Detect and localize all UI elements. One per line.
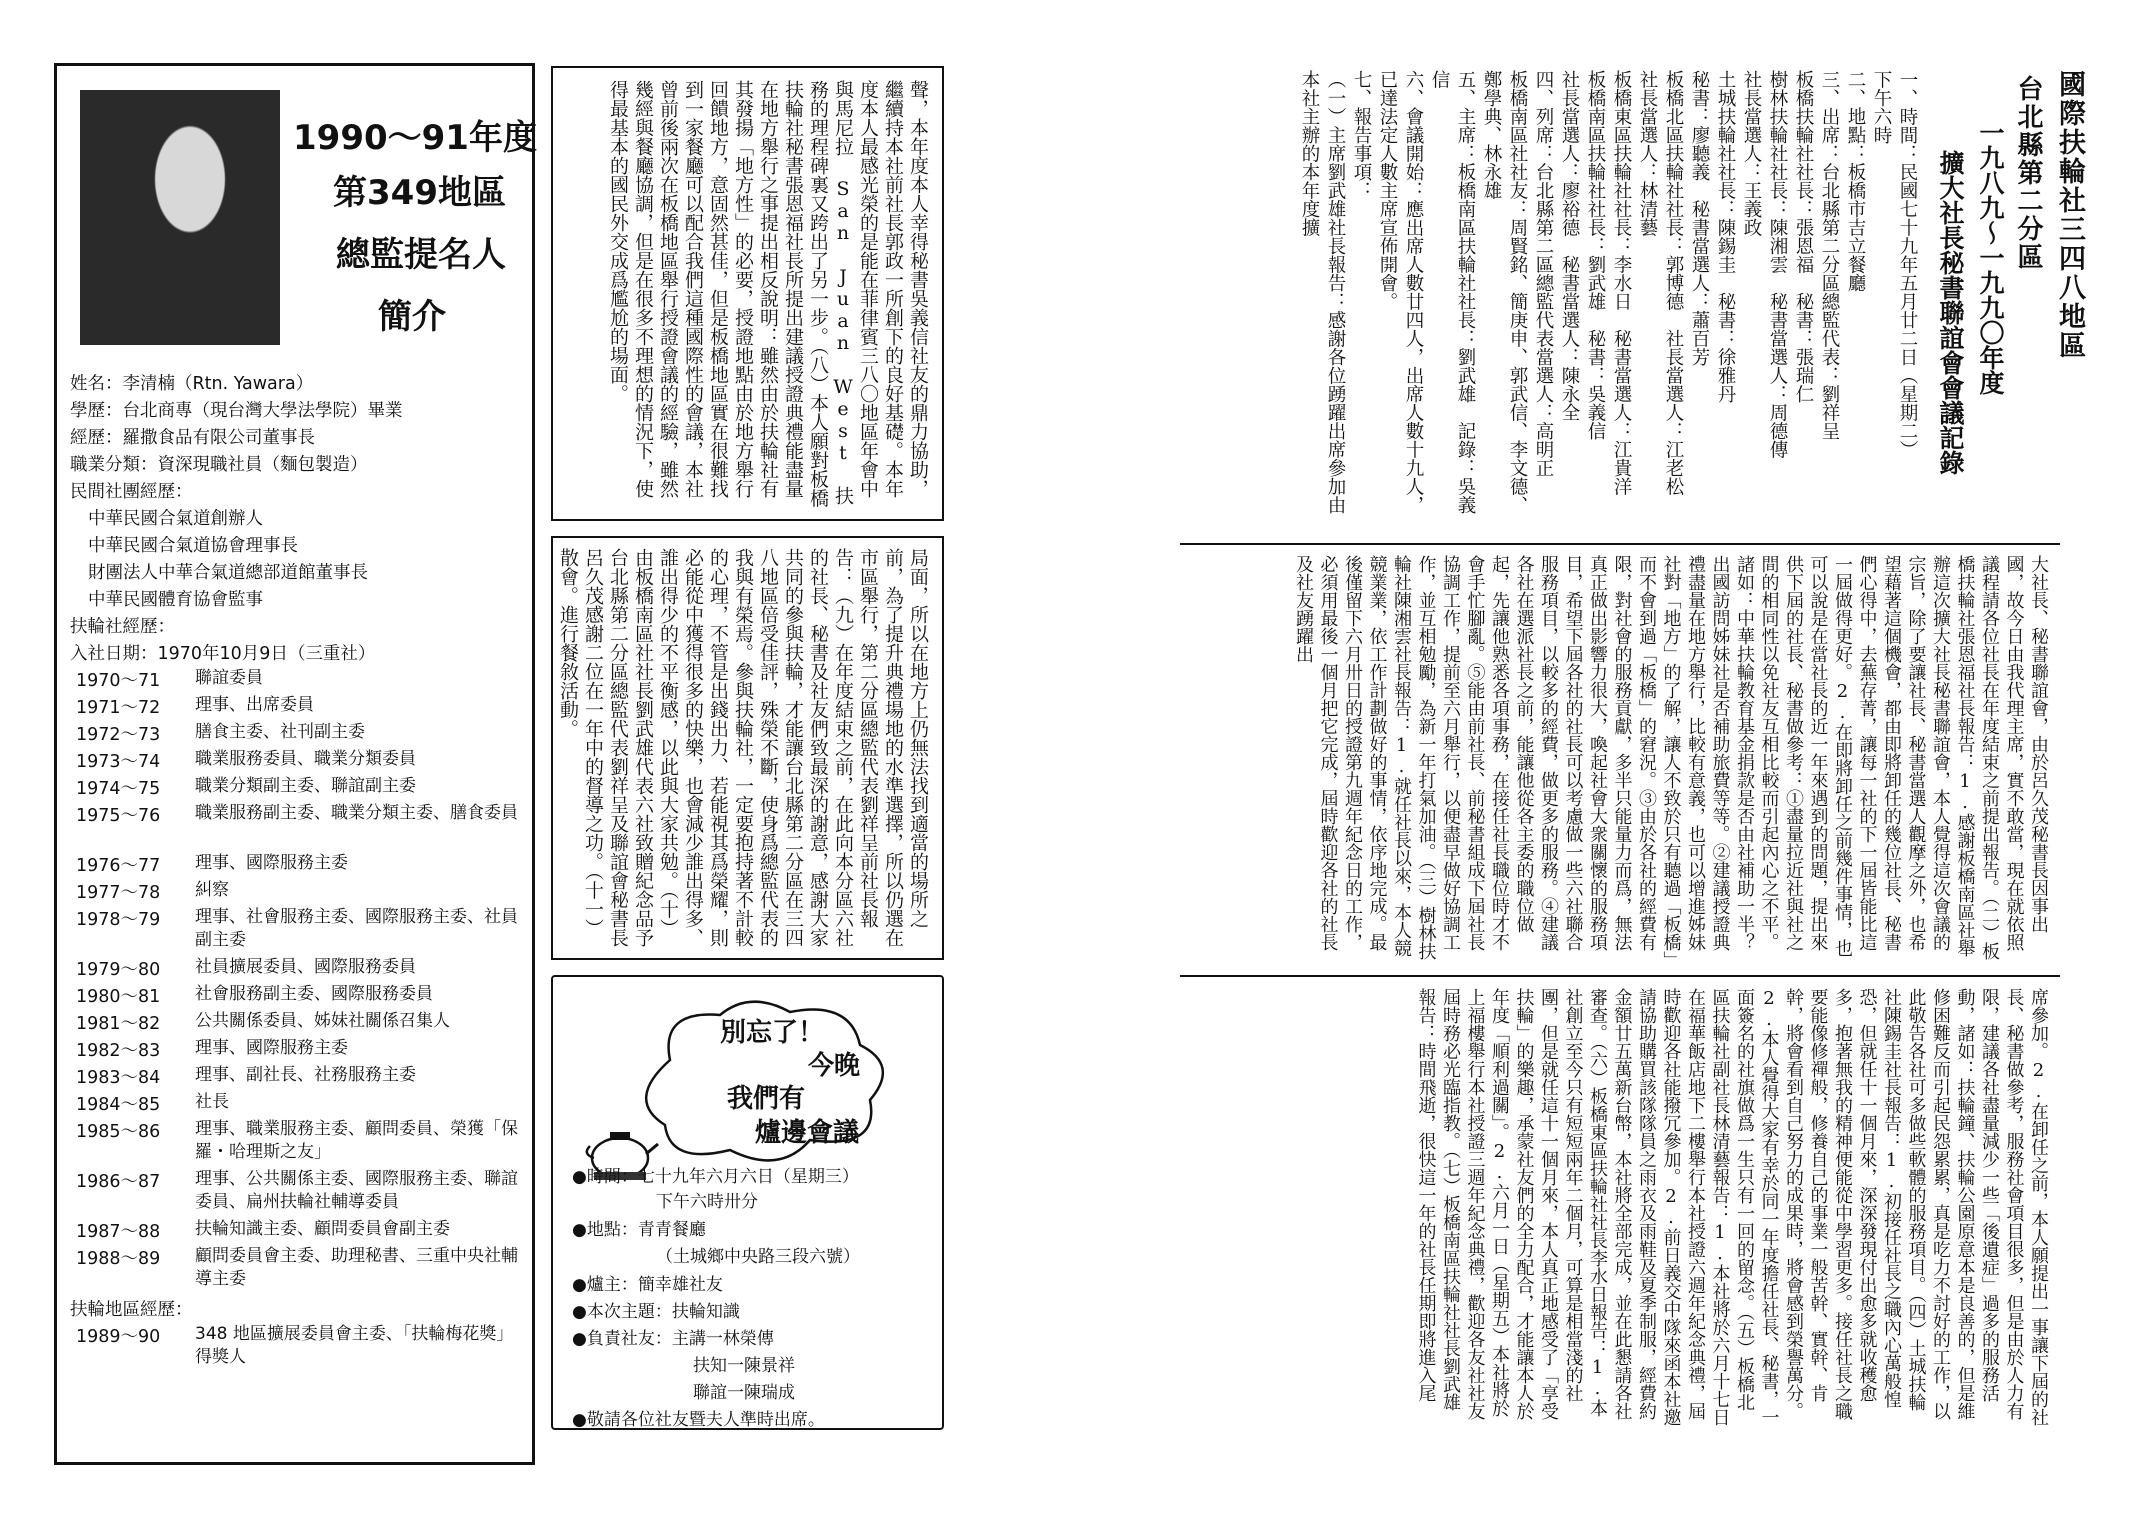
role-desc: 扶輪知識主委、顧問委員會副主委 — [195, 1219, 450, 1239]
role-year: 1970〜71 — [76, 671, 161, 691]
text-column: 大社長、秘書聯誼會，由於呂久茂秘書長因事出國，故今日由我代理主席，實不敢當，現在就依照議程請各位社長在年度結束之前提出報告。（二）板橋扶輪社張恩福社長報告：1.感謝板橋南區社舉辦這次擴大社長秘書聯誼會，本人覺得這次會議的宗旨，除了要讓社長、秘書當選人觀摩之外，也希望藉著這個機會，都由即將卸任的幾位社長、秘書們心得中，去蕪存菁，讓每一社的下一屆皆能比這一屆做得更好。2.在即將卸任之前幾件事情，也可以說是在當社長的近一年來遇到的問題，提出來供下屆的社長、秘書做參考：①盡量拉近社與社之間的相同性以免社友互相比較而引起內心之不平。諸如：中華扶輪教育基金捐款是否由社補助一半？出國訪問姊妹社是否補助旅費等等。②建議授證典禮盡量在地方舉行，比較有意義，也可以增進姊妹社對「地方」的了解，讓人不致於只有聽過「板橋」而不會到過「板橋」的窘況。③由於各社的經費有限，對社會的服務貢獻，多半只能量力而爲，無法真正做出影響力很大，喚起社會大衆關懷的服務項目，希望下屆各社的社長可以考慮做一些六社聯合服務項目，以較多的經費，做更多的服務。④建議各社在選派社長之前，能讓他從各主委的職位做起，先讓他熟悉各項事務，在接任社長職位時才不會手忙腳亂。⑤能由前社長、前秘書組成下屆社長協調工作，提前至六月舉行，以便盡早做好協調工作，並互相勉勵，為新一年打氣加油。 — [1415, 555, 2049, 960]
record-item: 板橋東區扶輪社社長：李水日 秘書當選人：江貴洋 — [1611, 70, 1632, 496]
role-desc: 公共關係委員、姊妹社關係召集人 — [195, 1011, 450, 1031]
reminder-item: 下午六時卅分 — [656, 1192, 758, 1212]
text-column: 八〇地區年會中與馬尼拉 San Juan West 扶 — [832, 80, 879, 505]
reminder-item: 扶知一陳景祥 — [693, 1356, 795, 1376]
reminder-item: ●地點：青青餐廳 — [572, 1220, 706, 1240]
record-item: （一）主席劉武雄社長報告：感謝各位踴躍出席參加由本社主辦的本年度擴 — [1299, 70, 1346, 514]
role-year: 1972〜73 — [76, 725, 161, 745]
role-desc: 理事、副社長、社務服務主委 — [195, 1065, 416, 1085]
profile-civic-item: 財團法人中華合氣道總部道館董事長 — [88, 563, 368, 583]
profile-career: 經歷：羅撒食品有限公司董事長 — [70, 428, 315, 448]
role-desc: 社會服務副主委、國際服務委員 — [195, 984, 433, 1004]
text-column: （八）本人願對板橋扶輪社秘書張恩福社長所提出建議授 — [782, 80, 829, 508]
text-column: 證典禮能盡量在地方舉行之事提出相反說明：雖然由於扶輪社有其發揚「地方性」的必要，授證地點由於地方舉行回饋地方，意固然甚佳，但是板橋地區實在很難找到一家餐廳可以配合我們這種國際性的會議，本社曾前後兩次在板橋地區舉行授證會議的經驗，雖然幾經與餐廳協調，但是在很多不理想的情況下，使得最基本的國民外交成爲尷尬的場面。 — [607, 80, 804, 498]
report-club-sections: 席參加。2.在卸任之前，本人願提出一事讓下屆的社長、秘書做參考，服務社會項目很多，但是由於人力有限，建議各社盡量減少一些「後遺症」過多的服務活動，諸如：扶輪鐘、扶輪公園原意本是良善的，但是維修困難反而引起民怨累累，真是吃力不討好的工作，以此敬告各社可多做些軟體的服務項目。（四）土城扶輪社陳錫圭社長報告：1.初接任社長之職內心萬般惶恐，但就任十一個月來，深深發現付出愈多就收穫愈多，抱著無我的精神便能從中學習更多。接任社長之職要能像修禪般，修養自己的事業一般苦幹、實幹、肯幹，將會看到自己努力的成果時，將會感到榮譽萬分。2.本人覺得大家有幸於同一年度擔任社長、秘書，一面簽名的社旗做爲一生只有一回的留念。（五）板橋北區扶輪社副社長林清藝報告：1.本社將於六月十七日在福華飯店地下二樓舉行本社授證六週年紀念典禮，屆時歡迎各社能撥冗參加。2.前日義交中隊來函本社邀請協助購買該隊隊員之雨衣及雨鞋及夏季制服，經費約金額廿五萬新台幣，本社將全部完成，並在此懇請各社審查。（六）板橋東區扶輪社社長李水日報告：1.本社創立至今只有短短兩年二個月，可算是相當淺的社團，但是就任這十一個月來，本人真正地感受了「享受扶輪」的樂趣，承蒙社友們的全力配合，才能讓本人於年度「順利過關」。2.六月一日（星期五）本社將於上福樓舉行本社授證三週年紀念典禮，歡迎各友社社友屆時務必光臨指教。（七）板橋南區扶輪社社長劉武雄報告：時間飛逝，很快這一年的社長任期即將進入尾 — [1415, 988, 2049, 1426]
divider-line — [1180, 543, 2060, 545]
role-year: 1975〜76 — [76, 806, 161, 826]
reminder-item: ●負責社友：主講一林榮傳 — [572, 1329, 774, 1349]
profile-education: 學歷：台北商專（現台灣大學法學院）畢業 — [70, 401, 403, 421]
profile-civic-item: 中華民國合氣道協會理事長 — [88, 536, 298, 556]
profile-rotary-header: 扶輪社經歷： — [70, 617, 175, 637]
role-desc: 職業服務副主委、職業分類主委、膳食委員 — [195, 803, 518, 823]
role-desc: 聯誼委員 — [195, 668, 263, 688]
record-item: 二、地點：板橋市吉立餐廳 — [1845, 70, 1866, 292]
role-desc: 顧問委員會主委、助理秘書、三重中央社輔導主委 — [195, 1246, 518, 1289]
role-desc: 社員擴展委員、國際服務委員 — [195, 957, 416, 977]
role-year: 1978〜79 — [76, 910, 161, 930]
record-title-4: 擴大社長秘書聯誼會會議記錄 — [1936, 150, 1965, 475]
text-column: （三）樹林扶輪社陳湘雲社長報告：1.就任社長以來，本人競競業業，依工作計劃做好的事情，依序地完成。最後僅留下六月卅日的授證第九週年紀念日的工作，必須用最後一個月把它完成，屆時歡迎各社的社長及社友踴躍出 — [1293, 555, 1437, 960]
text-column: 助，繼續持本社前社長郭政一所創下的良好 — [882, 80, 929, 498]
profile-civic-item: 中華民國合氣道創辦人 — [88, 509, 263, 529]
reminder-item: ●敬請各位社友暨夫人準時出席。 — [572, 1410, 825, 1430]
role-year: 1987〜88 — [76, 1222, 161, 1242]
article-closing: 局面，所以在地方上仍無法找到適當的場所之前，為了提升典禮場地的水準選擇，所以仍選在市區舉行，第二分區總監代表劉祥呈前社長報告：（九）在年度結束之前，在此向本分區六社的社長、秘書及社友們致最深的謝意，感謝大家共同的參與扶輪，才能讓台北縣第二分區在三四八地區倍受佳評，殊榮不斷，使身爲總監代表的我與有榮焉。參與扶輪社，一定要抱持著不計較的心理，不管是出錢出力、若能視其爲榮耀，則必能從中獲得很多的快樂，也會減少誰出得多、誰出得少的不平衡感，以此與大家共勉。（十）由板橋南區社社長劉武雄代表六社致贈紀念品予台北縣第二分區總監代表劉祥呈及聯誼會秘書長呂久茂感謝二位在一年中的督導之功。（十一）散會。進行餐敘活動。 — [557, 548, 929, 947]
role-year: 1977〜78 — [76, 883, 161, 903]
profile-title-year: 1990〜91年度 — [293, 118, 537, 158]
role-year: 1984〜85 — [76, 1095, 161, 1115]
record-item: 一、時間：民國七十九年五月廿二日（星期二） — [1897, 70, 1918, 459]
role-year: 1982〜83 — [76, 1041, 161, 1061]
record-item: 樹林扶輪社社長：陳湘雲 秘書當選人：周德傳 — [1767, 70, 1788, 459]
record-item: 六、會議開始：應出席人數廿四人，出席人數十九人，已達法定人數主席宣佈開會。 — [1377, 70, 1424, 514]
profile-district-header: 扶輪地區經歷： — [70, 1300, 193, 1320]
record-item: 板橋南區扶輪社社長：劉武雄 秘書：吳義信 — [1585, 70, 1606, 440]
article-continuation — [565, 80, 930, 510]
profile-title-district: 第349地區 — [333, 173, 506, 213]
profile-civic-header: 民間社團經歷： — [70, 482, 193, 502]
role-desc: 膳食主委、社刊副主委 — [195, 722, 365, 742]
profile-title-intro: 簡介 — [378, 297, 446, 337]
record-item: 板橋南區社社友：周賢銘、簡庚申、郭武信、李文德、鄭學典、林永雄 — [1481, 70, 1528, 514]
portrait-photo — [80, 90, 280, 345]
profile-title-role: 總監提名人 — [336, 235, 506, 275]
reminder-headline-4: 爐邊會議 — [755, 1118, 860, 1148]
role-year: 1973〜74 — [76, 752, 161, 772]
record-item: 社長當選人：廖裕德 秘書當選人：陳永全 — [1559, 70, 1580, 422]
record-items — [1190, 70, 1920, 530]
record-title-1: 國際扶輪社三四八地區 — [2054, 70, 2085, 360]
text-column: 聲，本年度本人幸得秘書吳義信社友的鼎力協 — [907, 80, 929, 460]
record-item: 土城扶輪社社長：陳錫圭 秘書：徐雅丹 — [1715, 70, 1736, 403]
role-year: 1989〜90 — [76, 1327, 161, 1347]
reminder-item: 聯誼一陳瑞成 — [693, 1383, 795, 1403]
record-item: 秘書：廖聽義 秘書當選人：蕭百芳 — [1689, 70, 1710, 366]
role-desc: 理事、社會服務主委、國際服務主委、社員副主委 — [195, 907, 518, 950]
role-desc: 理事、國際服務主委 — [195, 853, 348, 873]
role-desc: 職業服務委員、職業分類委員 — [195, 749, 416, 769]
role-year: 1976〜77 — [76, 856, 161, 876]
role-year: 1974〜75 — [76, 779, 161, 799]
report-board-sections — [1190, 555, 2050, 965]
role-desc: 理事、出席委員 — [195, 695, 314, 715]
divider-line — [1180, 975, 2060, 977]
record-item: 社長當選人：林清藝 — [1637, 70, 1658, 237]
role-year: 1985〜86 — [76, 1122, 161, 1142]
text-column: 基礎。本年度本人最感光榮的是能在菲律賓三 — [857, 80, 904, 498]
role-year: 1980〜81 — [76, 987, 161, 1007]
reminder-headline-2: 今晚 — [808, 1051, 861, 1081]
record-item: 七、報告事項： — [1351, 70, 1372, 200]
record-item: 四、列席：台北縣第二區總監代表當選人：高明正 — [1533, 70, 1554, 477]
role-desc: 理事、職業服務主委、顧問委員、榮獲「保羅・哈理斯之友」 — [195, 1119, 518, 1162]
role-year: 1983〜84 — [76, 1068, 161, 1088]
reminder-item: ●本次主題：扶輪知識 — [572, 1302, 740, 1322]
record-item: 板橋扶輪社社長：張恩福 秘書：張瑞仁 — [1793, 70, 1814, 403]
role-year: 1981〜82 — [76, 1014, 161, 1034]
record-item: 五、主席：板橋南區扶輪社社長：劉武雄 記錄：吳義信 — [1429, 70, 1476, 514]
record-item: 下午六時 — [1871, 70, 1892, 144]
record-item: 板橋北區扶輪社社長：郭博德 社長當選人：江老松 — [1663, 70, 1684, 496]
reminder-item: ●爐主：簡幸雄社友 — [572, 1275, 723, 1295]
role-desc: 糾察 — [195, 880, 229, 900]
reminder-item: （土城鄉中央路三段六號） — [656, 1247, 860, 1267]
record-item: 三、出席：台北縣第二分區總監代表：劉祥呈 — [1819, 70, 1840, 440]
reminder-headline-3: 我們有 — [727, 1084, 806, 1114]
text-column: 務的理程碑裏又跨出了另一步。 — [807, 80, 829, 346]
role-desc: 職業分類副主委、聯誼副主委 — [195, 776, 416, 796]
profile-name: 姓名：李清楠（Rtn. Yawara） — [70, 374, 314, 394]
role-year: 1988〜89 — [76, 1249, 161, 1269]
record-item: 社長當選人：王義政 — [1741, 70, 1762, 237]
role-desc: 社長 — [195, 1092, 229, 1112]
role-year: 1979〜80 — [76, 960, 161, 980]
record-title-2: 台北縣第二分區 — [2013, 75, 2043, 271]
profile-civic-item: 中華民國體育協會監事 — [88, 590, 263, 610]
role-desc: 理事、公共關係主委、國際服務主委、聯誼委員、扁州扶輪社輔導委員 — [195, 1169, 518, 1212]
role-year: 1986〜87 — [76, 1172, 161, 1192]
profile-join-date: 入社日期：1970年10月9日（三重社） — [70, 644, 376, 664]
profile-classification: 職業分類：資深現職社員（麵包製造） — [70, 455, 368, 475]
role-year: 1971〜72 — [76, 698, 161, 718]
role-desc: 理事、國際服務主委 — [195, 1038, 348, 1058]
reminder-headline-1: 別忘了！ — [720, 1018, 825, 1048]
reminder-item: ●時間：七十九年六月六日（星期三） — [572, 1167, 859, 1187]
record-title-3: 一九八九〜一九九〇年度 — [1976, 120, 2005, 395]
role-desc: 348 地區擴展委員會主委、「扶輪梅花獎」得獎人 — [195, 1324, 514, 1367]
